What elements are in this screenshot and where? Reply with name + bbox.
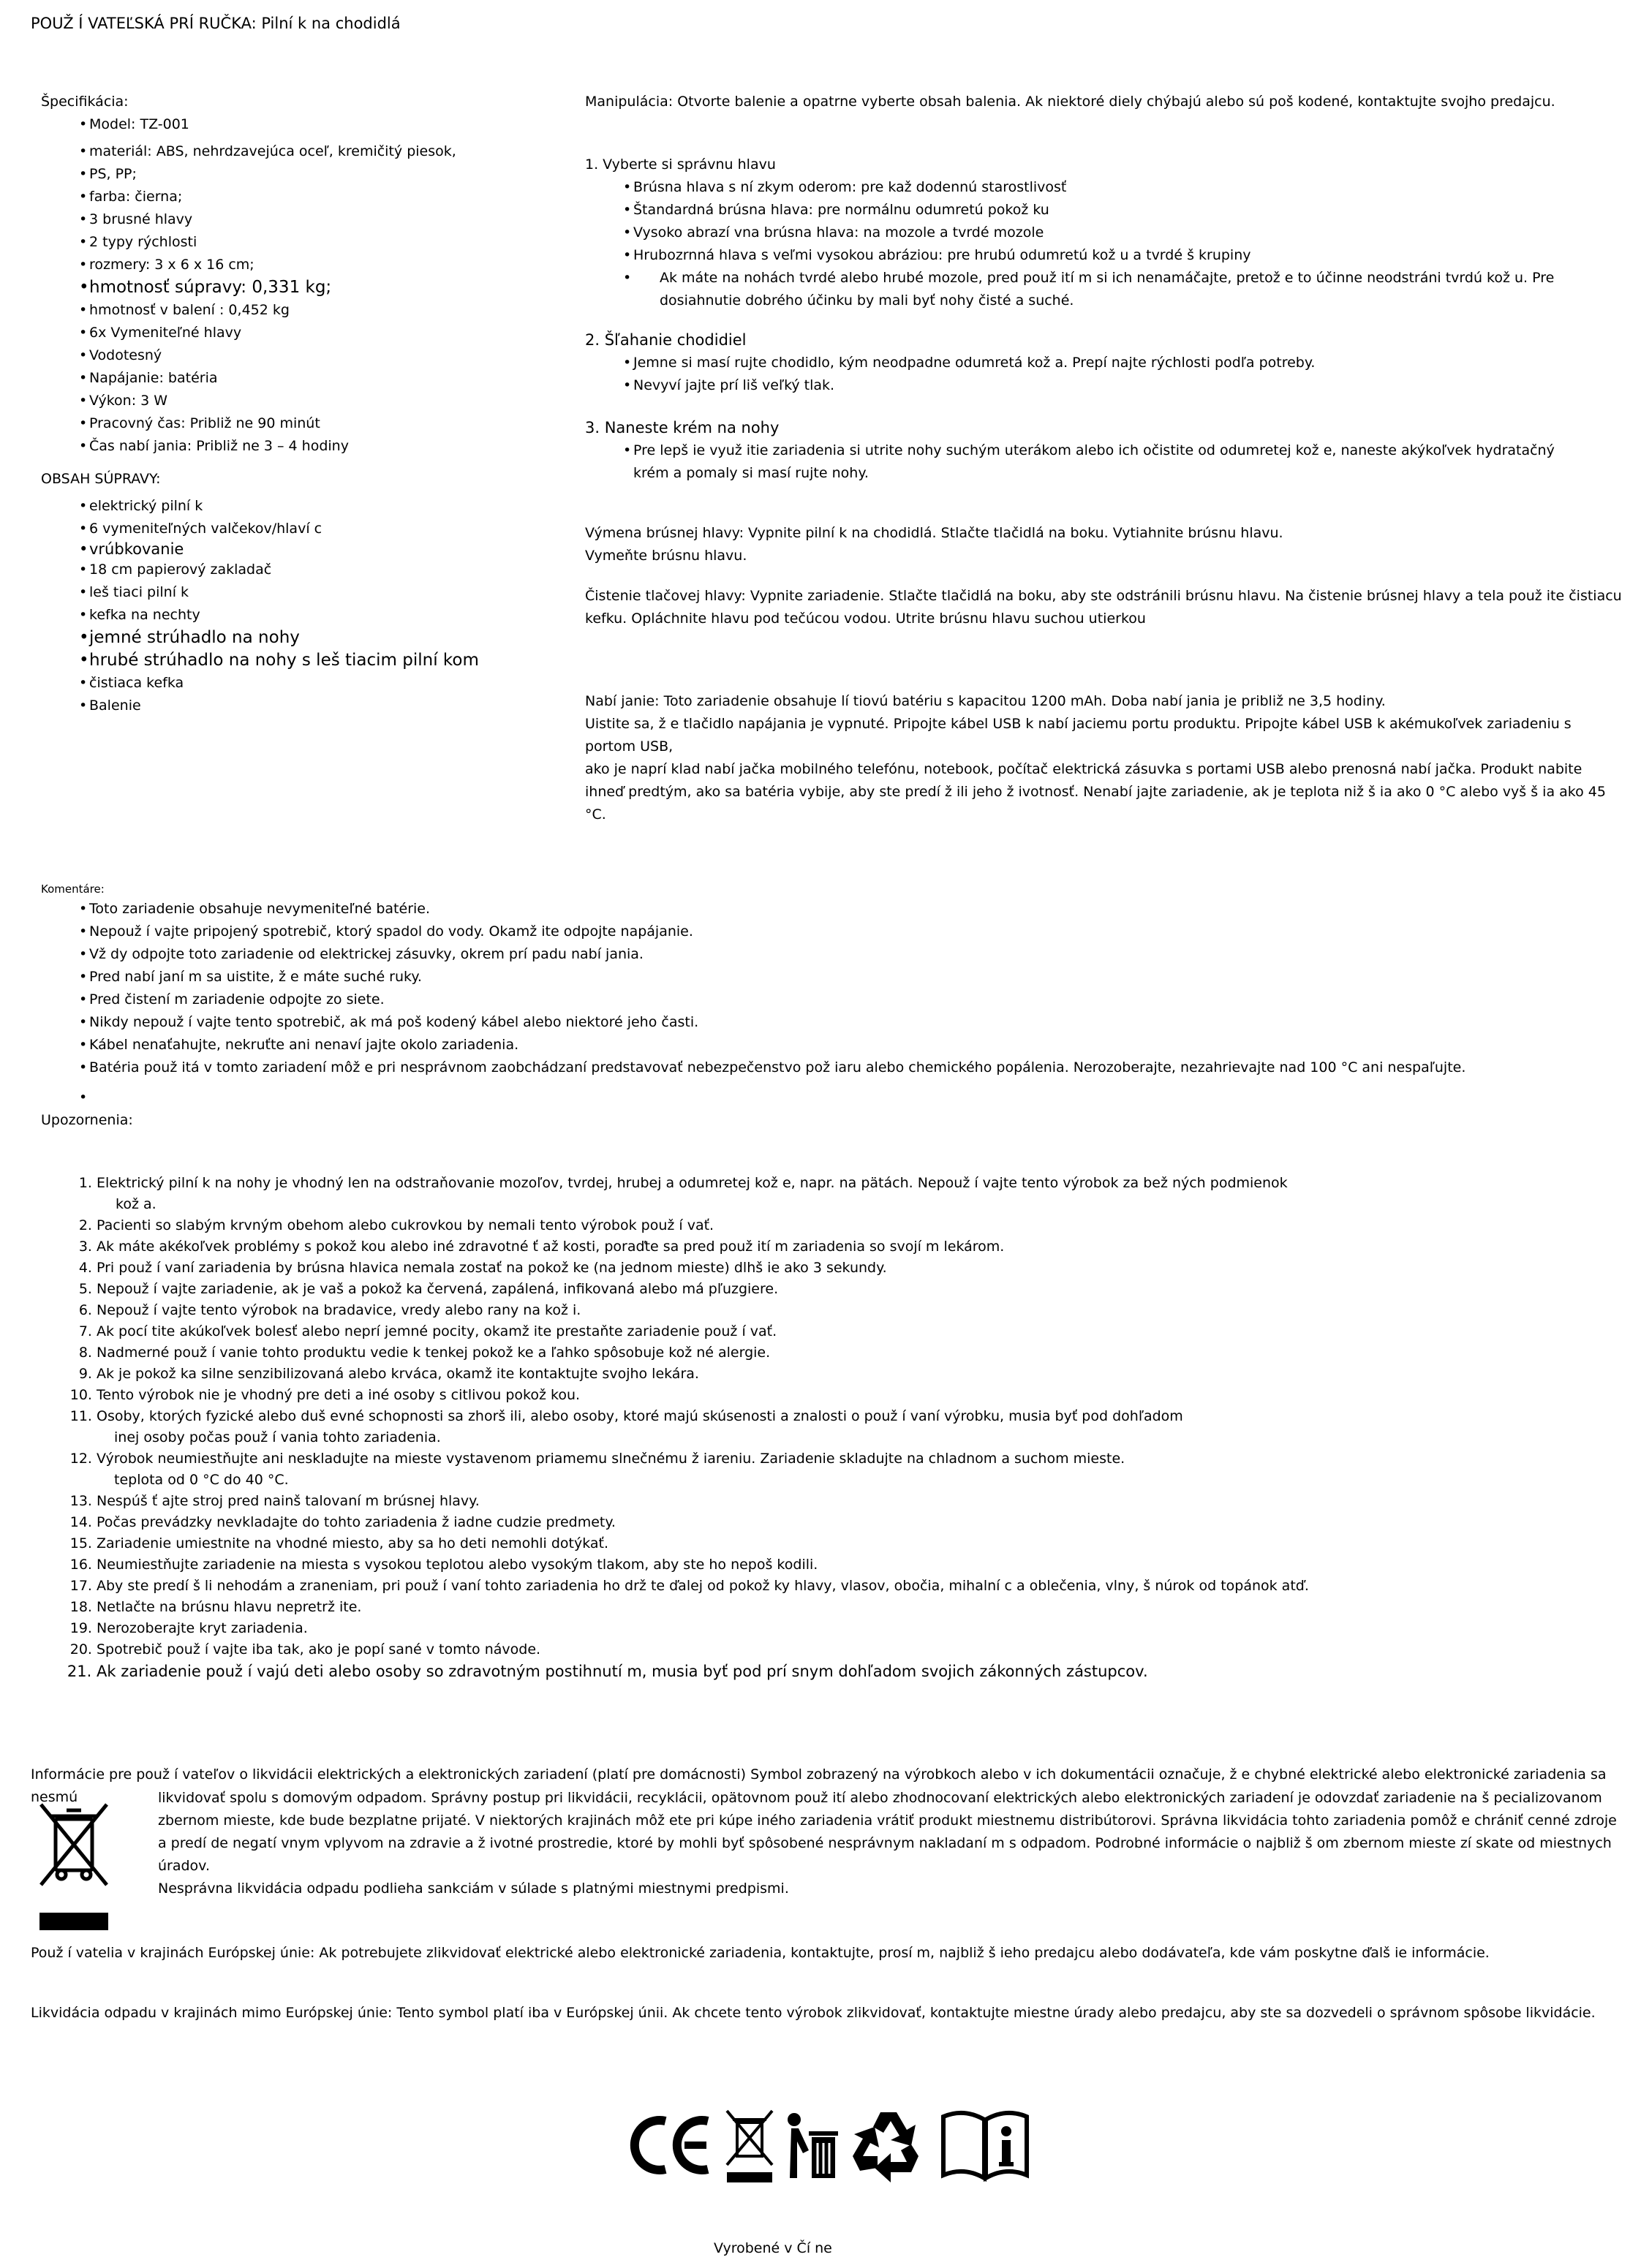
contents-item: • vrúbkovanie [79, 540, 553, 559]
warning-text: Elektrický pilní k na nohy je vhodný len na odstraňovanie mozoľov, tvrdej, hrubej a odumretej kož e, napr. na pätách. Nepouž í vajte tento výrobok za bež ných podmienok [97, 1175, 1288, 1191]
comments-heading: Komentáre: [41, 882, 105, 896]
disposal-line: zbernom mieste, kde bude bezplatne prijaté. V niektorých krajinách môž ete pri kúpe iného zariadenia vrátiť produkt miestnemu distribútorovi. Správna likvidácia tohto zariadenia pomôž e chrániť cenné zdroje [158, 1812, 1617, 1829]
recycle-icon [848, 2105, 929, 2185]
step1-item: • Vysoko abrazí vna brúsna hlava: na mozole a tvrdé mozole [623, 222, 1623, 244]
comments-section [41, 880, 1621, 1132]
warning-item: 2. Pacienti so slabým krvným obehom alebo cukrovkou by nemali tento výrobok použ í vať. [97, 1215, 1615, 1236]
spec-item: • Napájanie: batéria [79, 367, 553, 390]
specs-section [41, 91, 553, 458]
replace-line: Vymeňte brúsnu hlavu. [585, 548, 747, 564]
comment-item: • Nepouž í vajte pripojený spotrebič, ktorý spadol do vody. Okamž ite odpojte napájanie. [79, 921, 1621, 943]
ce-mark-icon [627, 2112, 715, 2178]
warning-item: 17. Aby ste predí š li nehodám a zraneniam, pri použ í vaní tohto zariadenia ho drž te ďalej od pokož ky hlavy, vlasov, obočia, mihalní c a oblečenia, vlny, š núrok od topánok atď. [97, 1576, 1615, 1597]
eu-disposal-text: Použ í vatelia v krajinách Európskej únie: Ak potrebujete zlikvidovať elektrické alebo elektronické zariadenia, kontaktujte, prosí m, najbliž š ieho predajcu alebo dodávateľa, kde vám poskytne ďalš ie informácie. [31, 1945, 1490, 1961]
spec-item: • farba: čierna; [79, 186, 553, 208]
comment-item: • Pred nabí janí m sa uistite, ž e máte suché ruky. [79, 966, 1621, 989]
warning-item: 4. Pri použ í vaní zariadenia by brúsna hlavica nemala zostať na pokož ke (na jednom mieste) dlhš ie ako 3 sekundy. [97, 1258, 1615, 1279]
spec-item: • rozmery: 3 x 6 x 16 cm; [79, 254, 553, 276]
step2-item: • Nevyví jajte prí liš veľký tlak. [623, 374, 1623, 397]
non-eu-disposal-text: Likvidácia odpadu v krajinách mimo Európskej únie: Tento symbol platí iba v Európskej únii. Ak chcete tento výrobok zlikvidovať, kontaktujte miestne úrady alebo predajcu, aby ste sa dozvedeli o správnom spôsobe likvidácie. [31, 2005, 1596, 2021]
spec-item: • Model: TZ-001 [79, 113, 553, 136]
step1-heading: 1. Vyberte si správnu hlavu [585, 156, 776, 173]
spec-item: • 6x Vymeniteľné hlavy [79, 322, 553, 344]
spec-item: • Vodotesný [79, 344, 553, 367]
charging-line: Nabí janie: Toto zariadenie obsahuje lí tiovú batériu s kapacitou 1200 mAh. Doba nabí jania je približ ne 3,5 hodiny. [585, 693, 1386, 709]
cleaning-line: Čistenie tlačovej hlavy: Vypnite zariadenie. Stlačte tlačidlá na boku, aby ste odstránili brúsnu hlavu. Na čistenie brúsnej hlavy a tela použ ite čistiacu [585, 588, 1622, 604]
cleaning-line: kefku. Opláchnite hlavu pod tečúcou vodou. Utrite brúsnu hlavu suchou utierkou [585, 611, 1146, 627]
disposal-text [158, 1787, 1628, 1900]
step2-section [585, 329, 1623, 397]
spec-item: • 2 typy rýchlosti [79, 231, 553, 254]
warning-item: 5. Nepouž í vajte zariadenie, ak je vaš a pokož ka červená, zapálená, infikovaná alebo má pľuzgiere. [97, 1279, 1615, 1300]
disposal-line: Informácie pre použ í vateľov o likvidácii elektrických a elektronických zariadení (platí pre domácnosti) Symbol zobrazený na výrobkoch alebo v ich dokumentácii označuje, ž e chybné elektrické alebo elektronické zariadenia sa nesmú [31, 1766, 1607, 1805]
warning-cont: kož a. [116, 1196, 156, 1212]
warning-cont: inej osoby počas použ í vania tohto zariadenia. [114, 1429, 441, 1445]
warning-item: 15. Zariadenie umiestnite na vhodné miesto, aby sa ho deti nemohli dotýkať. [97, 1533, 1615, 1554]
warning-item: 10. Tento výrobok nie je vhodný pre deti a iné osoby s citlivou pokož kou. [97, 1385, 1615, 1406]
step1-section [585, 154, 1623, 312]
charging-line: ihneď predtým, ako sa batéria vybije, aby ste predí ž ili jeho ž ivotnosť. Nenabí jajte zariadenie, ak je teplota niž š ia ako 0 °C alebo vyš š ia ako 45 °C. [585, 784, 1606, 823]
contents-item: • kefka na nechty [79, 604, 553, 627]
step2-item: • Jemne si masí rujte chodidlo, kým neodpadne odumretá kož a. Prepí najte rýchlosti podľa potreby. [623, 352, 1623, 374]
comment-empty-bullet [79, 1086, 1621, 1109]
cleaning-section [585, 585, 1623, 630]
warning-item: 8. Nadmerné použ í vanie tohto produktu vedie k tenkej pokož ke a ľahko spôsobuje kož né alergie. [97, 1342, 1615, 1364]
contents-item: • hrubé strúhadlo na nohy s leš tiacim pilní kom [79, 649, 553, 672]
warning-item: 13. Nespúš ť ajte stroj pred nainš talovaní m brúsnej hlavy. [97, 1491, 1615, 1512]
warning-item: 19. Nerozoberajte kryt zariadenia. [97, 1618, 1615, 1639]
warning-item: 20. Spotrebič použ í vajte iba tak, ako je popí sané v tomto návode. [97, 1639, 1615, 1660]
contents-item: • Balenie [79, 695, 553, 717]
document-title: POUŽ Í VATEĽSKÁ PRÍ RUČKA: Pilní k na chodidlá [31, 15, 401, 32]
warning-text: Výrobok neumiestňujte ani neskladujte na mieste vystavenom priamemu slnečnému ž iareniu. Zariadenie skladujte na chladnom a suchom mieste. [97, 1451, 1125, 1467]
spec-material-cont: PS, PP; [89, 166, 137, 182]
comment-item: • Nikdy nepouž í vajte tento spotrebič, ak má poš kodený kábel alebo niektoré jeho časti. [79, 1011, 1621, 1034]
manipulation-text: Manipulácia: Otvorte balenie a opatrne vyberte obsah balenia. Ak niektoré diely chýbajú alebo sú poš kodené, kontaktujte svojho predajcu. [585, 94, 1555, 110]
warning-item: 3. Ak máte akékoľvek problémy s pokož kou alebo iné zdravotné ť až kosti, poraďte sa pred použ ití m zariadenia so svojí m lekárom. [97, 1236, 1615, 1258]
trash-person-icon [784, 2105, 840, 2185]
contents-item: • leš tiaci pilní k [79, 581, 553, 604]
charging-line: ako je naprí klad nabí jačka mobilného telefónu, notebook, počítač elektrická zásuvka s portami USB alebo prenosná nabí jačka. Produkt nabite [585, 761, 1582, 777]
spec-item: • hmotnosť v balení : 0,452 kg [79, 299, 553, 322]
warning-item: 9. Ak je pokož ka silne senzibilizovaná alebo krváca, okamž ite kontaktujte svojho lekára. [97, 1364, 1615, 1385]
spec-item: • hmotnosť súpravy: 0,331 kg; [79, 276, 553, 299]
warning-item: 16. Neumiestňujte zariadenie na miesta s vysokou teplotou alebo vysokým tlakom, aby ste ho nepoš kodili. [97, 1554, 1615, 1576]
step3-item: • Pre lepš ie využ itie zariadenia si utrite nohy suchým uterákom alebo ich očistite od odumretej kož e, naneste akýkoľvek hydratačný krém a pomaly si masí rujte nohy. [623, 439, 1623, 485]
spec-item: • 3 brusné hlavy [79, 208, 553, 231]
step3-section [585, 417, 1623, 485]
contents-item: • čistiaca kefka [79, 672, 553, 695]
replace-section [585, 522, 1623, 567]
contents-section [41, 468, 553, 717]
charging-section [585, 690, 1623, 826]
step1-item: • Brúsna hlava s ní zkym oderom: pre kaž dodennú starostlivosť [623, 176, 1623, 199]
contents-item: • jemné strúhadlo na nohy [79, 627, 553, 649]
warning-item: 14. Počas prevádzky nevkladajte do tohto zariadenia ž iadne cudzie predmety. [97, 1512, 1615, 1533]
warning-item: 6. Nepouž í vajte tento výrobok na bradavice, vredy alebo rany na kož i. [97, 1300, 1615, 1321]
warnings-section [79, 1173, 1615, 1683]
comment-item: • Pred čistení m zariadenie odpojte zo siete. [79, 989, 1621, 1011]
comment-item: • Toto zariadenie obsahuje nevymeniteľné batérie. [79, 898, 1621, 921]
warning-item [97, 1448, 1615, 1491]
step1-item: • Štandardná brúsna hlava: pre normálnu odumretú pokož ku [623, 199, 1623, 222]
disposal-line: Nesprávna likvidácia odpadu podlieha sankciám v súlade s platnými miestnymi predpismi. [158, 1880, 789, 1897]
contents-heading: OBSAH SÚPRAVY: [41, 471, 161, 487]
contents-item: • 6 vymeniteľných valčekov/hlaví c [79, 518, 553, 540]
replace-line: Výmena brúsnej hlavy: Vypnite pilní k na chodidlá. Stlačte tlačidlá na boku. Vytiahnite brúsnu hlavu. [585, 525, 1283, 541]
charging-line: Uistite sa, ž e tlačidlo napájania je vypnuté. Pripojte kábel USB k nabí jaciemu portu produktu. Pripojte kábel USB k akémukoľvek zariadeniu s portom USB, [585, 716, 1572, 755]
weee-bin-small-icon [724, 2105, 775, 2185]
spec-item: • Pracovný čas: Približ ne 90 minút [79, 412, 553, 435]
specs-heading: Špecifikácia: [41, 94, 129, 110]
step1-item: • Hrubozrnná hlava s veľmi vysokou abráziou: pre hrubú odumretú kož u a tvrdé š krupiny [623, 244, 1623, 267]
warning-item [97, 1173, 1615, 1215]
step2-heading: 2. Šľahanie chodidiel [585, 331, 747, 349]
warnings-heading: Upozornenia: [41, 1112, 133, 1128]
comment-item: • Batéria použ itá v tomto zariadení môž e pri nesprávnom zaobchádzaní predstavovať nebezpečenstvo pož iaru alebo chemického popálenia. Nerozoberajte, nezahrievajte nad 100 °C ani nespaľujte. [79, 1056, 1621, 1079]
step3-heading: 3. Naneste krém na nohy [585, 419, 780, 436]
manual-info-icon [938, 2105, 1033, 2185]
warning-item: 7. Ak pocí tite akúkoľvek bolesť alebo neprí jemné pocity, okamž ite prestaňte zariadenie použ í vať. [97, 1321, 1615, 1342]
warning-item: 21. Ak zariadenie použ í vajú deti alebo osoby so zdravotným postihnutí m, musia byť pod prí snym dohľadom svojich zákonných zástupcov. [97, 1660, 1615, 1683]
warning-item [97, 1406, 1615, 1448]
origin-text: Vyrobené v Čí ne [714, 2240, 832, 2256]
certification-icons [627, 2104, 1037, 2186]
comment-item: • Kábel nenaťahujte, nekruťte ani nenaví jajte okolo zariadenia. [79, 1034, 1621, 1056]
spec-item-cont [79, 163, 553, 186]
step1-note: • Ak máte na nohách tvrdé alebo hrubé mozole, pred použ ití m si ich nenamáčajte, pretož e to účinne neodstráni tvrdú kož u. Pre dosiahnutie dobrého účinku by mali byť nohy čisté a suché. [623, 267, 1623, 312]
spec-item: • materiál: ABS, nehrdzavejúca oceľ, kremičitý piesok, [79, 140, 553, 163]
warning-text: Osoby, ktorých fyzické alebo duš evné schopnosti sa zhorš ili, alebo osoby, ktoré majú skúsenosti a znalosti o použ í vaní výrobku, musia byť pod dohľadom [97, 1408, 1183, 1424]
warning-item: 18. Netlačte na brúsnu hlavu nepretrž ite. [97, 1597, 1615, 1618]
weee-bin-icon [34, 1790, 114, 1939]
warning-cont: teplota od 0 °C do 40 °C. [114, 1472, 289, 1488]
contents-item: • elektrický pilní k [79, 495, 553, 518]
disposal-line: a predí de negatí vnym vplyvom na zdravie a ž ivotné prostredie, ktoré by mohli byť spôsobené nesprávnym nakladaní m s odpadom. Podrobné informácie o najbliž š om zbernom mieste zí skate od miestnych úradov. [158, 1835, 1612, 1874]
comment-item: • Vž dy odpojte toto zariadenie od elektrickej zásuvky, okrem prí padu nabí jania. [79, 943, 1621, 966]
spec-item: • Výkon: 3 W [79, 390, 553, 412]
disposal-line: likvidovať spolu s domovým odpadom. Správny postup pri likvidácii, recyklácii, opätovnom použ ití alebo zhodnocovaní elektrických alebo elektronických zariadení je odovzdať zariadenie na š pecializovanom [158, 1790, 1602, 1806]
spec-item: • Čas nabí jania: Približ ne 3 – 4 hodiny [79, 435, 553, 458]
contents-item: • 18 cm papierový zakladač [79, 559, 553, 581]
